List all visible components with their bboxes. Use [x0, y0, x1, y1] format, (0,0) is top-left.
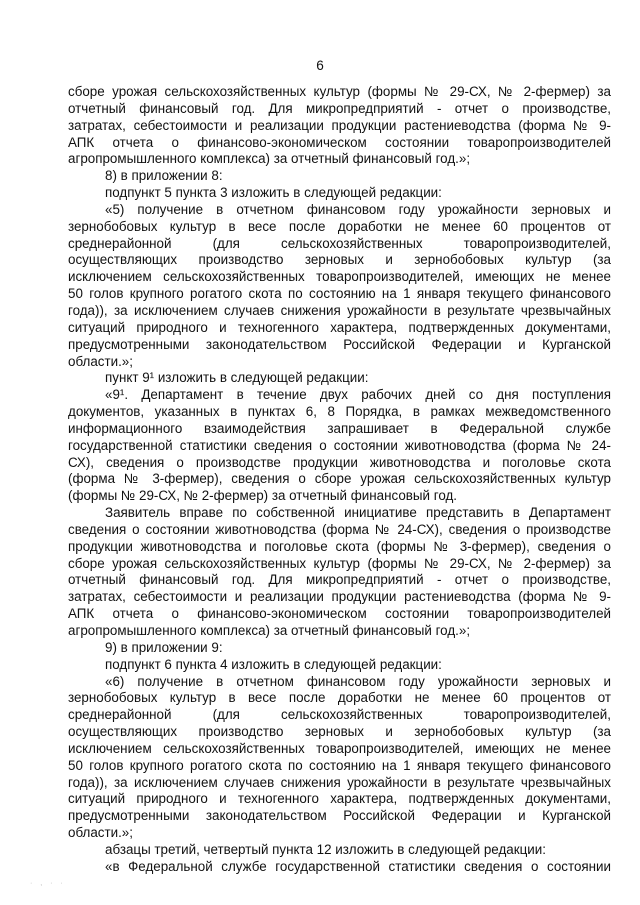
- text-line: (формы № 29-СХ, № 2-фермер) за отчетный финансовый год.: [68, 488, 458, 504]
- text-line: «5) получение в отчетном финансовом году урожайности зерновых и: [105, 201, 611, 217]
- text-line: отчетный финансовый год. Для микропредприятий - отчет о производстве,: [68, 572, 611, 588]
- text-line: области.»;: [68, 825, 133, 841]
- text-line: 50 голов крупного рогатого скота по состоянию на 1 января текущего финансового: [68, 757, 611, 773]
- page-number: 6: [316, 58, 324, 73]
- text-line: «в Федеральной службе государственной статистики сведения о состоянии: [105, 858, 611, 874]
- text-line: ситуаций природного и техногенного характера, подтвержденных документами,: [68, 791, 611, 807]
- text-line: предусмотренными законодательством Российской Федерации и Курганской: [68, 336, 611, 352]
- text-line: пункт 9¹ изложить в следующей редакции:: [105, 370, 369, 386]
- text-line: среднерайонной (для сельскохозяйственных товаропроизводителей,: [68, 235, 611, 251]
- text-line: Заявитель вправе по собственной инициативе представить в Департамент: [105, 505, 611, 521]
- text-line: затратах, себестоимости и реализации продукции растениеводства (форма № 9-: [68, 589, 611, 605]
- text-line: ситуаций природного и техногенного характера, подтвержденных документами,: [68, 319, 611, 335]
- text-line: осуществляющих производство зерновых и зернобобовых культур (за: [68, 252, 611, 268]
- text-line: предусмотренными законодательством Российской Федерации и Курганской: [68, 808, 611, 824]
- text-line: зернобобовых культур в весе после доработки не менее 60 процентов от: [68, 690, 611, 706]
- text-line: агропромышленного комплекса) за отчетный финансовый год.»;: [68, 623, 471, 638]
- text-line: документов, указанных в пунктах 6, 8 Порядка, в рамках межведомственного: [68, 404, 611, 420]
- scan-noise: · , · ·: [30, 880, 66, 887]
- text-line: осуществляющих производство зерновых и зернобобовых культур (за: [68, 724, 611, 740]
- text-line: отчетный финансовый год. Для микропредприятий - отчет о производстве,: [68, 100, 611, 116]
- text-line: «6) получение в отчетном финансовом году урожайности зерновых и: [105, 673, 611, 689]
- text-line: исключением сельскохозяйственных товаропроизводителей, имеющих не менее: [68, 269, 611, 285]
- text-line: области.»;: [68, 353, 133, 369]
- text-line: продукции животноводства и поголовье скота (формы № 3-фермер), сведения о: [68, 538, 611, 554]
- text-line: АПК отчета о финансово-экономическом состоянии товаропроизводителей: [68, 134, 611, 150]
- document-body: [68, 84, 611, 876]
- text-line: информационного взаимодействия запрашивает в Федеральной службе: [68, 420, 611, 436]
- text-line: затратах, себестоимости и реализации продукции растениеводства (форма № 9-: [68, 117, 611, 133]
- text-line: абзацы третий, четвертый пункта 12 изложить в следующей редакции:: [105, 841, 546, 857]
- text-line: года)), за исключением случаев снижения урожайности в результате чрезвычайных: [68, 302, 611, 318]
- text-line: АПК отчета о финансово-экономическом состоянии товаропроизводителей: [68, 606, 611, 622]
- text-line: агропромышленного комплекса) за отчетный финансовый год.»;: [68, 151, 471, 167]
- text-line: подпункт 5 пункта 3 изложить в следующей редакции:: [105, 185, 442, 201]
- text-line: сведения о состоянии животноводства (форма № 24-СХ), сведения о производстве: [68, 521, 611, 537]
- text-line: сборе урожая сельскохозяйственных культур (формы № 29-СХ, № 2-фермер) за: [68, 555, 611, 571]
- text-line: 9) в приложении 9:: [105, 639, 223, 655]
- text-line: 50 голов крупного рогатого скота по состоянию на 1 января текущего финансового: [68, 286, 611, 302]
- text-line: исключением сельскохозяйственных товаропроизводителей, имеющих не менее: [68, 740, 611, 756]
- text-line: 8) в приложении 8:: [105, 168, 223, 184]
- text-line: (форма № 3-фермер), сведения о сборе урожая сельскохозяйственных культур: [68, 471, 611, 487]
- text-line: зернобобовых культур в весе после доработки не менее 60 процентов от: [68, 218, 611, 234]
- text-line: государственной статистики сведения о состоянии животноводства (форма № 24-: [68, 437, 611, 453]
- text-line: года)), за исключением случаев снижения урожайности в результате чрезвычайных: [68, 774, 611, 790]
- text-line: «9¹. Департамент в течение двух рабочих дней со дня поступления: [105, 387, 611, 403]
- text-line: сборе урожая сельскохозяйственных культур (формы № 29-СХ, № 2-фермер) за: [68, 84, 611, 99]
- text-line: среднерайонной (для сельскохозяйственных товаропроизводителей,: [68, 707, 611, 723]
- text-line: СХ), сведения о производстве продукции животноводства и поголовье скота: [68, 454, 611, 470]
- text-line: подпункт 6 пункта 4 изложить в следующей редакции:: [105, 656, 442, 672]
